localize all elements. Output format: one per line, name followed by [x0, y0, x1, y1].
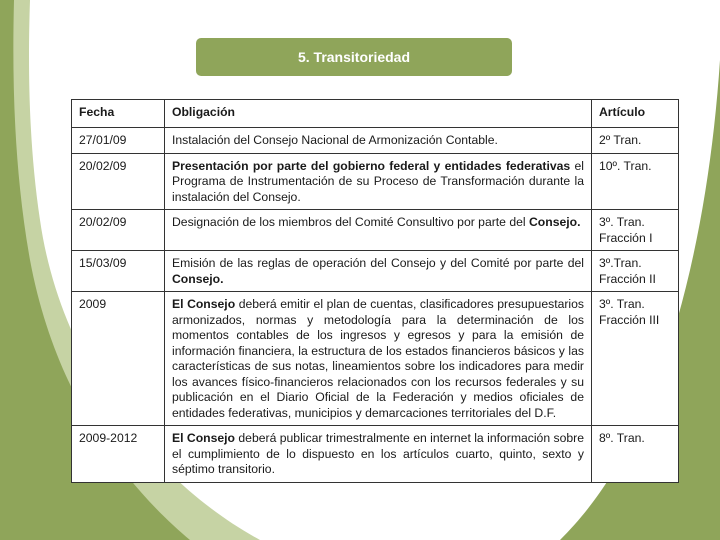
header-obligacion: Obligación [165, 100, 592, 128]
table-row [72, 292, 679, 426]
cell-obligacion [165, 292, 592, 426]
obligacion-bold-text: Presentación por parte del gobierno federal y entidades federativas [172, 158, 571, 173]
obligacion-text: Emisión de las reglas de operación del Consejo y del Comité por parte del [172, 256, 584, 270]
obligacion-bold-text: El Consejo [172, 297, 236, 311]
table-row [72, 426, 679, 483]
cell-articulo [592, 426, 679, 483]
articulo-line: 2º Tran. [599, 133, 642, 147]
table-row [72, 210, 679, 251]
obligacion-bold-text: El Consejo [172, 431, 235, 445]
table-row [72, 153, 679, 210]
slide-title-text: 5. Transitoriedad [297, 49, 411, 65]
cell-obligacion [165, 251, 592, 292]
articulo-line: 3º.Tran. [599, 256, 642, 270]
cell-fecha: 20/02/09 [72, 210, 165, 251]
cell-articulo [592, 251, 679, 292]
articulo-line: 10º. Tran. [599, 158, 652, 173]
obligacion-text: el Programa de Instrumentación de su Proceso de Transformación durante la instalación del Consejo. [172, 158, 584, 204]
articulo-fraccion: Fracción II [599, 271, 656, 286]
cell-obligacion [165, 426, 592, 483]
cell-fecha: 2009 [72, 292, 165, 426]
obligacion-bold-text: Consejo. [529, 215, 581, 229]
articulo-fraccion: Fracción I [599, 230, 653, 245]
header-fecha: Fecha [72, 100, 165, 128]
obligacion-bold-text: Consejo. [172, 271, 224, 286]
cell-fecha: 20/02/09 [72, 153, 165, 210]
cell-obligacion [165, 153, 592, 210]
cell-articulo [592, 153, 679, 210]
header-articulo: Artículo [592, 100, 679, 128]
obligacion-text: Instalación del Consejo Nacional de Armonización Contable. [172, 133, 498, 147]
cell-articulo [592, 210, 679, 251]
transitoriedad-table [71, 99, 679, 483]
table-header-row [72, 100, 679, 128]
obligacion-text: deberá emitir el plan de cuentas, clasificadores presupuestarios armonizados, normas y metodología para la determinación de los momentos contables de los ingresos y egresos y para la emisión de información financiera, la estructura de los estados financieros básicos y las características de sus notas, lineamientos sobre los indicadores para medir los avances físico-financieros relacionados con los recursos federales y su publicación en el Diario Oficial de la Federación y medios oficiales de entidades federativas, municipios y demarcaciones territoriales del D.F. [172, 297, 584, 420]
cell-articulo [592, 128, 679, 154]
obligacion-text: Designación de los miembros del Comité Consultivo por parte del [172, 215, 529, 229]
cell-fecha: 2009-2012 [72, 426, 165, 483]
table-row [72, 128, 679, 154]
cell-obligacion [165, 128, 592, 154]
articulo-fraccion: Fracción III [599, 312, 660, 327]
table-row [72, 251, 679, 292]
slide-title [196, 38, 512, 76]
cell-obligacion [165, 210, 592, 251]
articulo-line: 3º. Tran. [599, 215, 645, 229]
obligacion-text: deberá publicar trimestralmente en internet la información sobre el cumplimiento de lo dispuesto en los artículos cuarto, quinto, sexto y séptimo transitorio. [172, 431, 584, 476]
cell-fecha: 15/03/09 [72, 251, 165, 292]
cell-articulo [592, 292, 679, 426]
articulo-line: 8º. Tran. [599, 431, 645, 445]
cell-fecha: 27/01/09 [72, 128, 165, 154]
articulo-line: 3º. Tran. [599, 297, 645, 311]
